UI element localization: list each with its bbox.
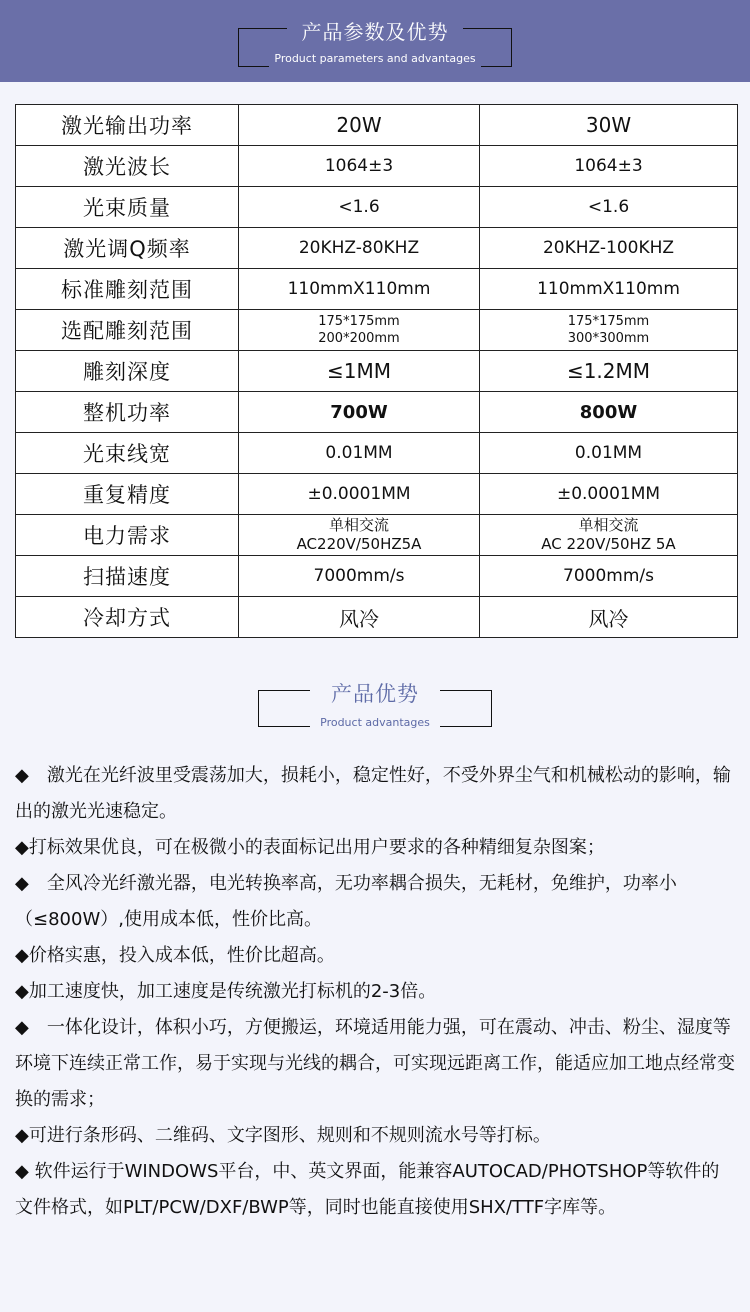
table-row bbox=[16, 515, 738, 556]
row-label: 整机功率 bbox=[16, 392, 239, 433]
row-label: 激光调Q频率 bbox=[16, 228, 239, 269]
value-20w: 风冷 bbox=[239, 597, 480, 638]
value-20w: 7000mm/s bbox=[239, 556, 480, 597]
table-row bbox=[16, 105, 738, 146]
table-row bbox=[16, 310, 738, 351]
value-30w: 30W bbox=[480, 105, 738, 146]
row-label: 冷却方式 bbox=[16, 597, 239, 638]
value-line: 单相交流 bbox=[578, 516, 639, 534]
value-30w: 7000mm/s bbox=[480, 556, 738, 597]
value-line: AC220V/50HZ5A bbox=[296, 535, 422, 553]
table-row bbox=[16, 187, 738, 228]
value-30w bbox=[480, 310, 738, 351]
list-item: ◆ 激光在光纤波里受震荡加大，损耗小，稳定性好，不受外界尘气和机械松动的影响，输出的激光光速稳定。 bbox=[15, 765, 731, 822]
value-20w bbox=[239, 515, 480, 556]
value-30w: <1.6 bbox=[480, 187, 738, 228]
frame-line bbox=[491, 690, 492, 726]
list-item: ◆可进行条形码、二维码、文字图形、规则和不规则流水号等打标。 bbox=[15, 1125, 551, 1146]
spec-table bbox=[15, 104, 738, 638]
value-30w: ±0.0001MM bbox=[480, 474, 738, 515]
table-row bbox=[16, 269, 738, 310]
value-20w: 700W bbox=[239, 392, 480, 433]
frame-line bbox=[511, 28, 512, 66]
value-line: 200*200mm bbox=[318, 331, 400, 346]
row-label: 激光输出功率 bbox=[16, 105, 239, 146]
frame-line bbox=[481, 66, 512, 67]
value-30w: 1064±3 bbox=[480, 146, 738, 187]
table-row bbox=[16, 556, 738, 597]
advantages-title-frame bbox=[258, 680, 492, 729]
value-20w: <1.6 bbox=[239, 187, 480, 228]
row-label: 光束质量 bbox=[16, 187, 239, 228]
value-20w: 110mmX110mm bbox=[239, 269, 480, 310]
list-item: ◆ 软件运行于WINDOWS平台，中、英文界面，能兼容AUTOCAD/PHOTSHOP等软件的文件格式，如PLT/PCW/DXF/BWP等，同时也能直接使用SHX/TTF字库等。 bbox=[15, 1161, 720, 1218]
table-row bbox=[16, 474, 738, 515]
section-title: 产品优势 bbox=[331, 682, 419, 706]
row-label: 光束线宽 bbox=[16, 433, 239, 474]
value-30w: 110mmX110mm bbox=[480, 269, 738, 310]
frame-line bbox=[258, 726, 310, 727]
frame-line bbox=[238, 28, 239, 66]
value-line: 175*175mm bbox=[318, 314, 400, 329]
row-label: 电力需求 bbox=[16, 515, 239, 556]
value-20w: ±0.0001MM bbox=[239, 474, 480, 515]
value-20w: 1064±3 bbox=[239, 146, 480, 187]
list-item: ◆价格实惠，投入成本低，性价比超高。 bbox=[15, 945, 335, 966]
list-item: ◆ 一体化设计，体积小巧，方便搬运，环境适用能力强，可在震动、冲击、粉尘、湿度等环境下连续正常工作，易于实现与光线的耦合，可实现远距离工作，能适应加工地点经常变换的需求； bbox=[15, 1017, 735, 1110]
value-20w bbox=[239, 310, 480, 351]
row-label: 激光波长 bbox=[16, 146, 239, 187]
page-subtitle: Product parameters and advantages bbox=[274, 52, 476, 65]
value-30w: 风冷 bbox=[480, 597, 738, 638]
frame-line bbox=[238, 28, 287, 29]
value-20w: ≤1MM bbox=[239, 351, 480, 392]
value-30w: ≤1.2MM bbox=[480, 351, 738, 392]
section-subtitle: Product advantages bbox=[320, 716, 430, 729]
table-row bbox=[16, 597, 738, 638]
frame-line bbox=[258, 690, 259, 726]
value-line: 175*175mm bbox=[567, 314, 650, 329]
value-line: AC 220V/50HZ 5A bbox=[541, 535, 676, 553]
frame-line bbox=[440, 726, 492, 727]
value-30w bbox=[480, 515, 738, 556]
row-label: 扫描速度 bbox=[16, 556, 239, 597]
value-20w: 20W bbox=[239, 105, 480, 146]
value-20w: 0.01MM bbox=[239, 433, 480, 474]
row-label: 选配雕刻范围 bbox=[16, 310, 239, 351]
frame-line bbox=[440, 690, 492, 691]
list-item: ◆加工速度快，加工速度是传统激光打标机的2-3倍。 bbox=[15, 981, 437, 1002]
row-label: 重复精度 bbox=[16, 474, 239, 515]
list-item: ◆打标效果优良，可在极微小的表面标记出用户要求的各种精细复杂图案； bbox=[15, 837, 605, 858]
table-row bbox=[16, 351, 738, 392]
row-label: 标准雕刻范围 bbox=[16, 269, 239, 310]
table-row bbox=[16, 433, 738, 474]
value-30w: 20KHZ-100KHZ bbox=[480, 228, 738, 269]
row-label: 雕刻深度 bbox=[16, 351, 239, 392]
table-row bbox=[16, 146, 738, 187]
header-title-frame bbox=[238, 18, 512, 66]
value-30w: 0.01MM bbox=[480, 433, 738, 474]
table-row bbox=[16, 228, 738, 269]
list-item: ◆ 全风冷光纤激光器，电光转换率高，无功率耦合损失，无耗材，免维护，功率小（≤800W）,使用成本低，性价比高。 bbox=[15, 873, 677, 930]
table-row bbox=[16, 392, 738, 433]
frame-line bbox=[258, 690, 310, 691]
frame-line bbox=[238, 66, 269, 67]
advantages-list bbox=[15, 758, 737, 1226]
value-line: 300*300mm bbox=[567, 331, 650, 346]
page-title: 产品参数及优势 bbox=[301, 20, 449, 44]
value-20w: 20KHZ-80KHZ bbox=[239, 228, 480, 269]
value-30w: 800W bbox=[480, 392, 738, 433]
value-line: 单相交流 bbox=[328, 516, 389, 534]
frame-line bbox=[463, 28, 512, 29]
